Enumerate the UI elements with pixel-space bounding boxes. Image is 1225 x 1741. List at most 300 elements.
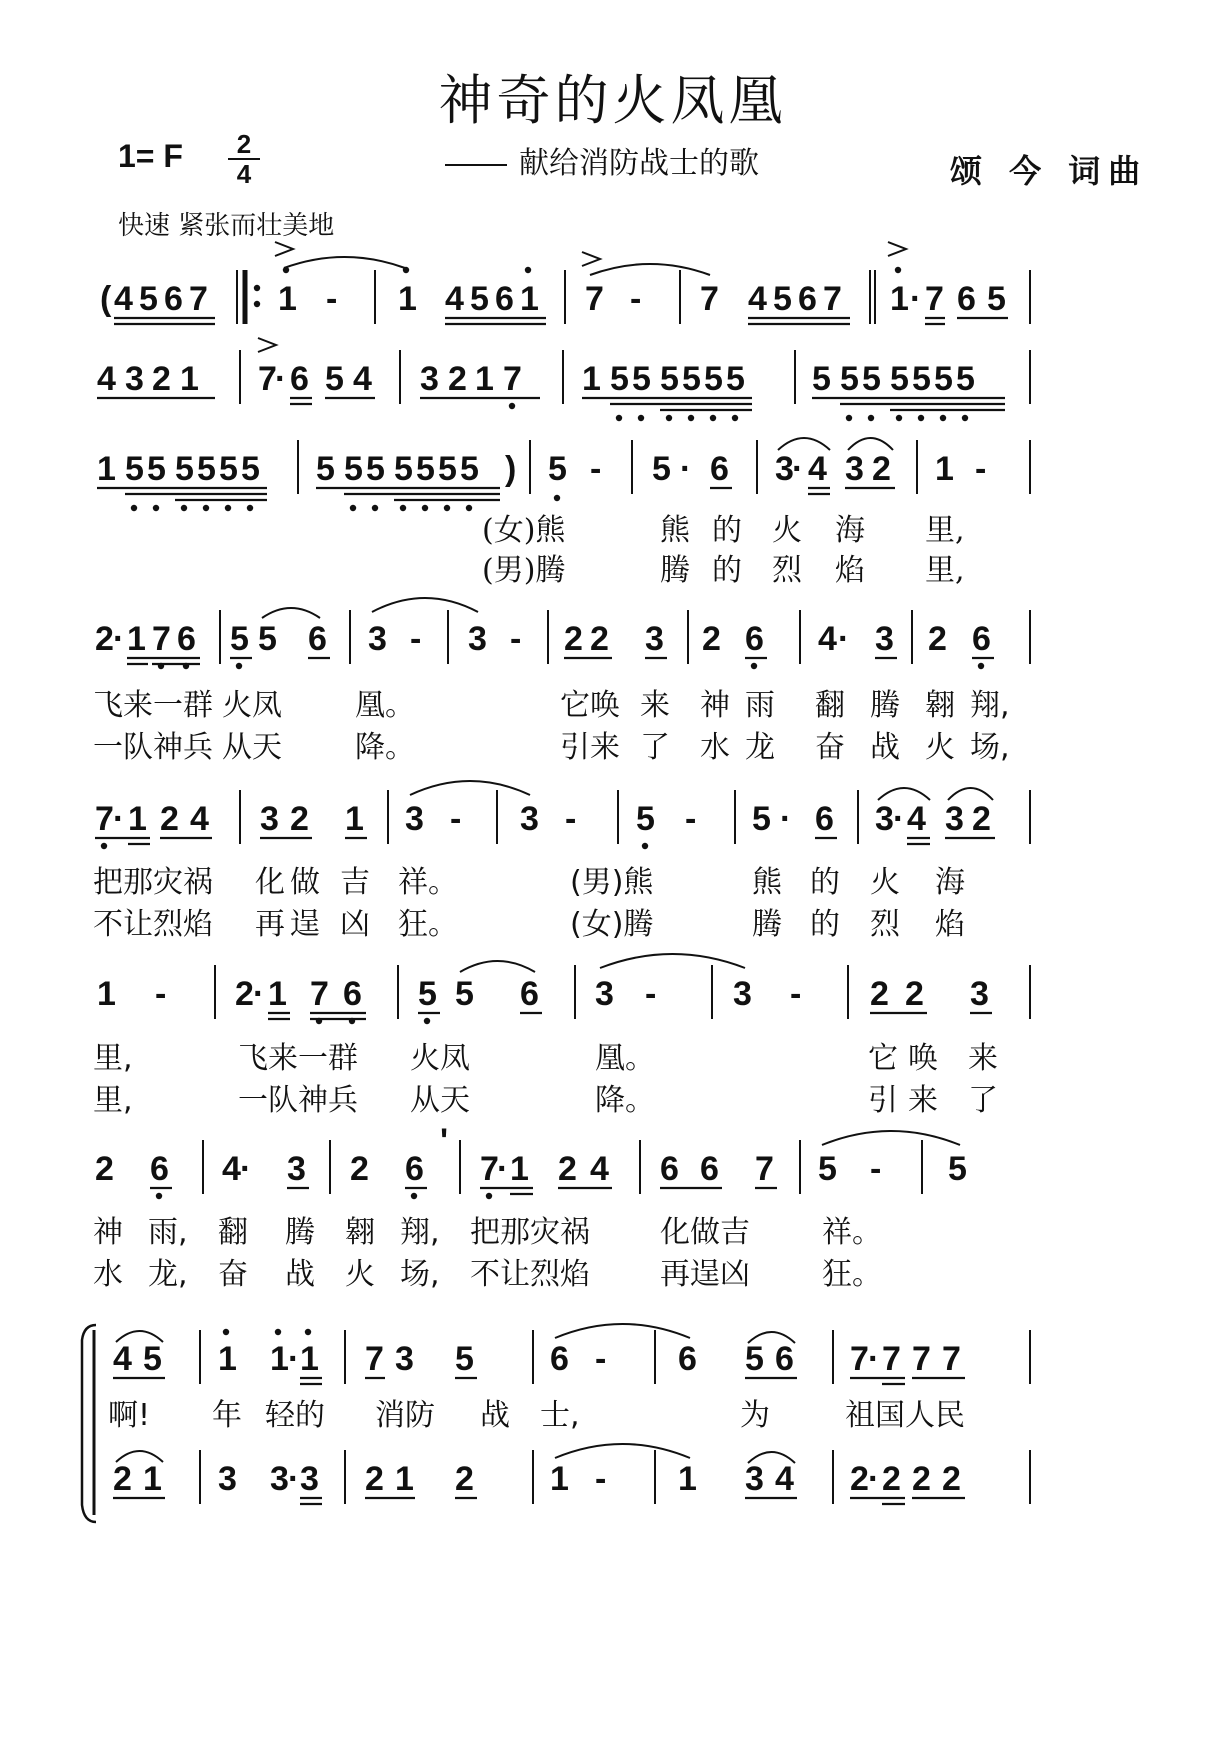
octave-dot-below <box>710 415 716 421</box>
octave-dot-below <box>101 843 107 849</box>
note: 1 <box>678 1460 697 1498</box>
note: 3 <box>595 975 614 1013</box>
note: 6 <box>678 1340 697 1378</box>
lyric-syllable: 火 <box>925 730 955 765</box>
lyric-syllable: 降。 <box>595 1083 655 1118</box>
octave-dot-below <box>411 1193 417 1199</box>
note: 1 <box>278 280 297 318</box>
note: 5 <box>745 1340 764 1378</box>
note: 1 <box>395 1460 414 1498</box>
octave-dot-below <box>896 415 902 421</box>
note: 2 <box>872 450 891 488</box>
note: 3 <box>945 800 964 838</box>
slur-arc <box>590 264 710 275</box>
note: 3 <box>733 975 752 1013</box>
note: 5 <box>704 360 723 398</box>
note: 6 <box>660 1150 679 1188</box>
octave-dot-below <box>247 505 253 511</box>
lyric-syllable: 狂。 <box>822 1257 882 1292</box>
lyric-syllable: 来 <box>640 688 670 723</box>
note: 1 <box>180 360 199 398</box>
slur-arc <box>848 438 893 450</box>
octave-dot-below <box>236 663 242 669</box>
note: 5 <box>610 360 629 398</box>
lyric-syllable: 唤 <box>908 1041 938 1076</box>
note: 6 <box>150 1150 169 1188</box>
slur-arc <box>778 438 830 450</box>
note: 5 <box>143 1340 162 1378</box>
dash-note: - <box>870 1150 882 1188</box>
note: 1 <box>268 975 287 1013</box>
key-signature: 1= F <box>118 138 183 174</box>
octave-dot-below <box>940 415 946 421</box>
note: 5 <box>416 450 435 488</box>
lyric-syllable: 火凤 <box>410 1041 470 1076</box>
note: 5 <box>460 450 479 488</box>
dash-note: - <box>450 800 462 838</box>
note: 2 <box>882 1460 901 1498</box>
note: 5 <box>652 450 671 488</box>
time-denominator: 4 <box>228 158 260 188</box>
lyric-syllable: 来 <box>908 1083 938 1118</box>
lyric-syllable: 焰 <box>835 553 865 588</box>
note: 7 <box>912 1340 931 1378</box>
lyric-syllable: 翔, <box>400 1215 440 1250</box>
octave-dot-below <box>688 415 694 421</box>
note: 5 <box>394 450 413 488</box>
note: 5 <box>366 450 385 488</box>
dash-note: - <box>565 800 577 838</box>
lyric-syllable: (女)熊 <box>482 513 566 548</box>
note: 3 <box>270 1460 289 1498</box>
lyric-syllable: 腾 <box>870 688 900 723</box>
lyric-syllable: 把那灾祸 <box>93 865 213 900</box>
octave-dot-above <box>525 267 531 273</box>
lyric-syllable: 里, <box>925 553 965 588</box>
dot-note: · <box>497 1150 509 1188</box>
note: 5 <box>862 360 881 398</box>
dot-note: · <box>253 975 265 1013</box>
lyric-syllable: (女)腾 <box>570 907 654 942</box>
dot-note: · <box>792 450 804 488</box>
octave-dot-above <box>305 1329 311 1335</box>
lyric-syllable: 逞 <box>290 907 320 942</box>
lyric-syllable: 啊! <box>108 1398 151 1433</box>
note: 4 <box>775 1460 794 1498</box>
note: 1 <box>345 800 364 838</box>
dash-note: - <box>326 280 338 318</box>
lyric-syllable: 化做吉 <box>660 1215 750 1250</box>
song-title: 神奇的火凤凰 <box>438 69 787 132</box>
slur-arc <box>555 1444 690 1458</box>
lyric-syllable: 火 <box>870 865 900 900</box>
lyric-syllable: 翱 <box>345 1215 375 1250</box>
note: 2 <box>870 975 889 1013</box>
note: 1 <box>300 1340 319 1378</box>
lyric-syllable: 战 <box>480 1398 510 1433</box>
lyric-syllable: 龙, <box>148 1257 188 1292</box>
lyric-syllable: 里, <box>93 1083 133 1118</box>
note: 7 <box>310 975 329 1013</box>
note: 2 <box>350 1150 369 1188</box>
close-paren: ) <box>505 450 517 488</box>
octave-dot-below <box>918 415 924 421</box>
note: 5 <box>752 800 771 838</box>
lyric-syllable: 再逞凶 <box>660 1257 750 1292</box>
note: 5 <box>455 975 474 1013</box>
lyric-syllable: 狂。 <box>398 907 458 942</box>
lyric-syllable: 场, <box>400 1257 440 1292</box>
octave-dot-below <box>225 505 231 511</box>
lyric-syllable: 水 <box>93 1257 123 1292</box>
note: 5 <box>325 360 344 398</box>
note: 1 <box>270 1340 289 1378</box>
note: 7 <box>95 800 114 838</box>
dot-note: · <box>275 360 287 398</box>
note: 6 <box>710 450 729 488</box>
note: 6 <box>164 280 183 318</box>
lyric-syllable: 翻 <box>815 688 845 723</box>
note: 2 <box>152 360 171 398</box>
lyric-syllable: 从天 <box>410 1083 470 1118</box>
lyric-syllable: 海 <box>935 865 965 900</box>
note: 6 <box>343 975 362 1013</box>
dash-note: - <box>975 450 987 488</box>
note: 6 <box>290 360 309 398</box>
octave-dot-below <box>666 415 672 421</box>
note: 2 <box>290 800 309 838</box>
lyric-syllable: 飞来一群 <box>93 688 213 723</box>
note: 7 <box>850 1340 869 1378</box>
note: 1 <box>398 280 417 318</box>
dash-note: - <box>645 975 657 1013</box>
note: 7 <box>882 1340 901 1378</box>
lyric-syllable: 祥。 <box>822 1215 882 1250</box>
dot-note: · <box>288 1340 300 1378</box>
octave-dot-above <box>275 1329 281 1335</box>
note: 4 <box>907 800 926 838</box>
note: 1 <box>475 360 494 398</box>
octave-dot-above <box>403 267 409 273</box>
octave-dot-below <box>181 505 187 511</box>
accent-mark <box>258 338 276 352</box>
lyric-syllable: 轻的 <box>265 1398 325 1433</box>
lyric-syllable: 化 <box>255 865 285 900</box>
repeat-dot <box>254 301 260 307</box>
note: 5 <box>632 360 651 398</box>
octave-dot-below <box>372 505 378 511</box>
octave-dot-below <box>554 495 560 501</box>
lyric-syllable: 凰。 <box>355 688 415 723</box>
note: 7 <box>925 280 944 318</box>
slur-arc <box>822 1131 960 1145</box>
slur-arc <box>948 788 993 800</box>
lyric-syllable: 一 <box>238 1083 268 1118</box>
lyric-syllable: 里, <box>93 1041 133 1076</box>
slur-arc <box>460 961 535 972</box>
note: 7 <box>189 280 208 318</box>
note: 5 <box>438 450 457 488</box>
note: 5 <box>548 450 567 488</box>
lyric-syllable: 消防 <box>375 1398 435 1433</box>
octave-dot-below <box>509 403 515 409</box>
lyric-syllable: 熊 <box>752 865 782 900</box>
note: 6 <box>405 1150 424 1188</box>
lyric-syllable: 奋 <box>815 730 845 765</box>
lyric-syllable: 引 <box>868 1083 898 1118</box>
octave-dot-below <box>400 505 406 511</box>
octave-dot-above <box>895 267 901 273</box>
lyric-syllable: 的 <box>810 907 840 942</box>
note: 1 <box>127 620 146 658</box>
dot-note: · <box>288 1460 300 1498</box>
slur-arc <box>284 257 405 268</box>
note: 3 <box>405 800 424 838</box>
dot-note: · <box>838 620 850 658</box>
note: 6 <box>972 620 991 658</box>
lyric-syllable: 飞 <box>238 1041 268 1076</box>
note: 2 <box>160 800 179 838</box>
octave-dot-below <box>962 415 968 421</box>
lyric-syllable: 神 <box>93 1215 123 1250</box>
slur-arc <box>372 598 478 612</box>
note: 6 <box>775 1340 794 1378</box>
note: 3 <box>218 1460 237 1498</box>
dash-note: - <box>590 450 602 488</box>
note: 4 <box>97 360 116 398</box>
lyric-syllable: 降。 <box>355 730 415 765</box>
dot-note: · <box>868 1340 880 1378</box>
lyric-syllable: 腾 <box>752 907 782 942</box>
lyric-syllable: (男)熊 <box>570 865 654 900</box>
note: 5 <box>912 360 931 398</box>
lyric-syllable: 从天 <box>222 730 282 765</box>
note: 7 <box>365 1340 384 1378</box>
note: 5 <box>219 450 238 488</box>
lyric-syllable: 熊 <box>660 513 690 548</box>
lyric-syllable: 翔, <box>970 688 1010 723</box>
accent-mark <box>582 252 600 266</box>
lyric-syllable: 做 <box>290 865 320 900</box>
lyric-syllable: 再 <box>255 907 285 942</box>
note: 4 <box>818 620 837 658</box>
octave-dot-below <box>444 505 450 511</box>
note: 3 <box>875 800 894 838</box>
note: 2 <box>912 1460 931 1498</box>
dot-note: · <box>780 800 792 838</box>
accent-mark <box>275 242 293 256</box>
lyric-syllable: 焰 <box>935 907 965 942</box>
octave-dot-below <box>156 1193 162 1199</box>
slur-arc <box>262 608 320 618</box>
dot-note: · <box>910 280 922 318</box>
note: 5 <box>147 450 166 488</box>
note: 2 <box>113 1460 132 1498</box>
note: 5 <box>418 975 437 1013</box>
octave-dot-below <box>616 415 622 421</box>
lyric-syllable: 一队神兵 <box>93 730 213 765</box>
lyric-syllable: 来 <box>968 1041 998 1076</box>
lyric-syllable: 腾 <box>285 1215 315 1250</box>
note: 5 <box>840 360 859 398</box>
lyric-syllable: 年 <box>212 1398 242 1433</box>
lyric-syllable: 神 <box>700 688 730 723</box>
octave-dot-below <box>638 415 644 421</box>
lyric-syllable: 为 <box>740 1398 770 1433</box>
lyric-syllable: 雨, <box>148 1215 188 1250</box>
note: 5 <box>344 450 363 488</box>
lyric-syllable: 它唤 <box>560 688 620 723</box>
note: 2 <box>95 620 114 658</box>
note: 3 <box>395 1340 414 1378</box>
note: 5 <box>316 450 335 488</box>
note: 3 <box>287 1150 306 1188</box>
lyric-syllable: 把那灾祸 <box>470 1215 590 1250</box>
note: 4 <box>808 450 827 488</box>
note: 1 <box>520 280 539 318</box>
accent-mark <box>888 242 906 256</box>
note: 6 <box>815 800 834 838</box>
dash-note: - <box>630 280 642 318</box>
note: 5 <box>241 450 260 488</box>
note: 2 <box>590 620 609 658</box>
note: 1 <box>935 450 954 488</box>
octave-dot-below <box>486 1193 492 1199</box>
note: 5 <box>636 800 655 838</box>
note: 2 <box>564 620 583 658</box>
note: 7 <box>258 360 277 398</box>
note: 2 <box>702 620 721 658</box>
lyric-syllable: 的 <box>810 865 840 900</box>
lyric-syllable: 龙 <box>745 730 775 765</box>
lyric-syllable: 士, <box>540 1398 580 1433</box>
note: 7 <box>942 1340 961 1378</box>
note: 3 <box>845 450 864 488</box>
note: 1 <box>218 1340 237 1378</box>
note: 5 <box>660 360 679 398</box>
note: 6 <box>745 620 764 658</box>
dash-note: - <box>595 1460 607 1498</box>
note: 2 <box>95 1150 114 1188</box>
lyric-syllable: 翻 <box>218 1215 248 1250</box>
note: 5 <box>175 450 194 488</box>
lyric-syllable: 海 <box>835 513 865 548</box>
octave-dot-below <box>642 843 648 849</box>
lyric-syllable: (男)腾 <box>482 553 566 588</box>
note: 5 <box>956 360 975 398</box>
lyric-syllable: 祥。 <box>398 865 458 900</box>
note: 2 <box>365 1460 384 1498</box>
note: 1 <box>143 1460 162 1498</box>
dot-note: · <box>113 620 125 658</box>
note: 6 <box>520 975 539 1013</box>
note: 7 <box>503 360 522 398</box>
slur-arc <box>878 788 930 800</box>
note: 2 <box>455 1460 474 1498</box>
dot-note: · <box>240 1150 252 1188</box>
lyric-syllable: 引来 <box>560 730 620 765</box>
octave-dot-below <box>978 663 984 669</box>
note: 6 <box>177 620 196 658</box>
note: 1 <box>128 800 147 838</box>
note: 4 <box>590 1150 609 1188</box>
note: 4 <box>114 280 133 318</box>
note: 1 <box>890 280 909 318</box>
lyric-syllable: 祖国人民 <box>845 1398 965 1433</box>
octave-dot-below <box>751 663 757 669</box>
lyric-syllable: 来一群 <box>268 1041 358 1076</box>
lyric-syllable: 队神兵 <box>268 1083 358 1118</box>
note: 7 <box>585 280 604 318</box>
note: 3 <box>300 1460 319 1498</box>
note: 5 <box>455 1340 474 1378</box>
lyric-syllable: 吉 <box>340 865 370 900</box>
note: 2 <box>972 800 991 838</box>
dot-note: · <box>893 800 905 838</box>
note: 2 <box>448 360 467 398</box>
note: 3 <box>745 1460 764 1498</box>
note: 6 <box>700 1150 719 1188</box>
note: 1 <box>97 450 116 488</box>
note: 4 <box>190 800 209 838</box>
note: 7 <box>823 280 842 318</box>
note: 2 <box>942 1460 961 1498</box>
tempo-marking: 快速 紧张而壮美地 <box>118 211 335 241</box>
note: 2 <box>558 1150 577 1188</box>
note: 5 <box>230 620 249 658</box>
note: 5 <box>125 450 144 488</box>
note: 5 <box>890 360 909 398</box>
note: 5 <box>258 620 277 658</box>
note: 3 <box>368 620 387 658</box>
note: 7 <box>700 280 719 318</box>
note: 5 <box>682 360 701 398</box>
lyric-syllable: 烈 <box>772 553 802 588</box>
note: 7 <box>755 1150 774 1188</box>
note: 3 <box>775 450 794 488</box>
subtitle-text: 献给消防战士的歌 <box>519 146 759 181</box>
dash-note: - <box>155 975 167 1013</box>
note: 7 <box>152 620 171 658</box>
lyric-syllable: 火 <box>772 513 802 548</box>
octave-dot-below <box>466 505 472 511</box>
note: 6 <box>550 1340 569 1378</box>
lyric-syllable: 腾 <box>660 553 690 588</box>
lyric-syllable: 火 <box>345 1257 375 1292</box>
note: 1 <box>582 360 601 398</box>
dot-note: · <box>113 800 125 838</box>
stray-mark: ' <box>440 1122 449 1160</box>
slur-arc <box>600 954 745 968</box>
note: 3 <box>125 360 144 398</box>
note: 5 <box>197 450 216 488</box>
octave-dot-below <box>424 1018 430 1024</box>
time-numerator: 2 <box>236 129 252 159</box>
octave-dot-below <box>350 505 356 511</box>
lyric-syllable: 凰。 <box>595 1041 655 1076</box>
note: 6 <box>308 620 327 658</box>
lyric-syllable: 它 <box>868 1041 898 1076</box>
note: 5 <box>987 280 1006 318</box>
note: 5 <box>139 280 158 318</box>
dash-note: - <box>410 620 422 658</box>
lyric-syllable: 烈 <box>870 907 900 942</box>
note: 5 <box>812 360 831 398</box>
note: 2 <box>905 975 924 1013</box>
note: 3 <box>520 800 539 838</box>
dot-note: · <box>868 1460 880 1498</box>
lyric-syllable: 场, <box>970 730 1010 765</box>
